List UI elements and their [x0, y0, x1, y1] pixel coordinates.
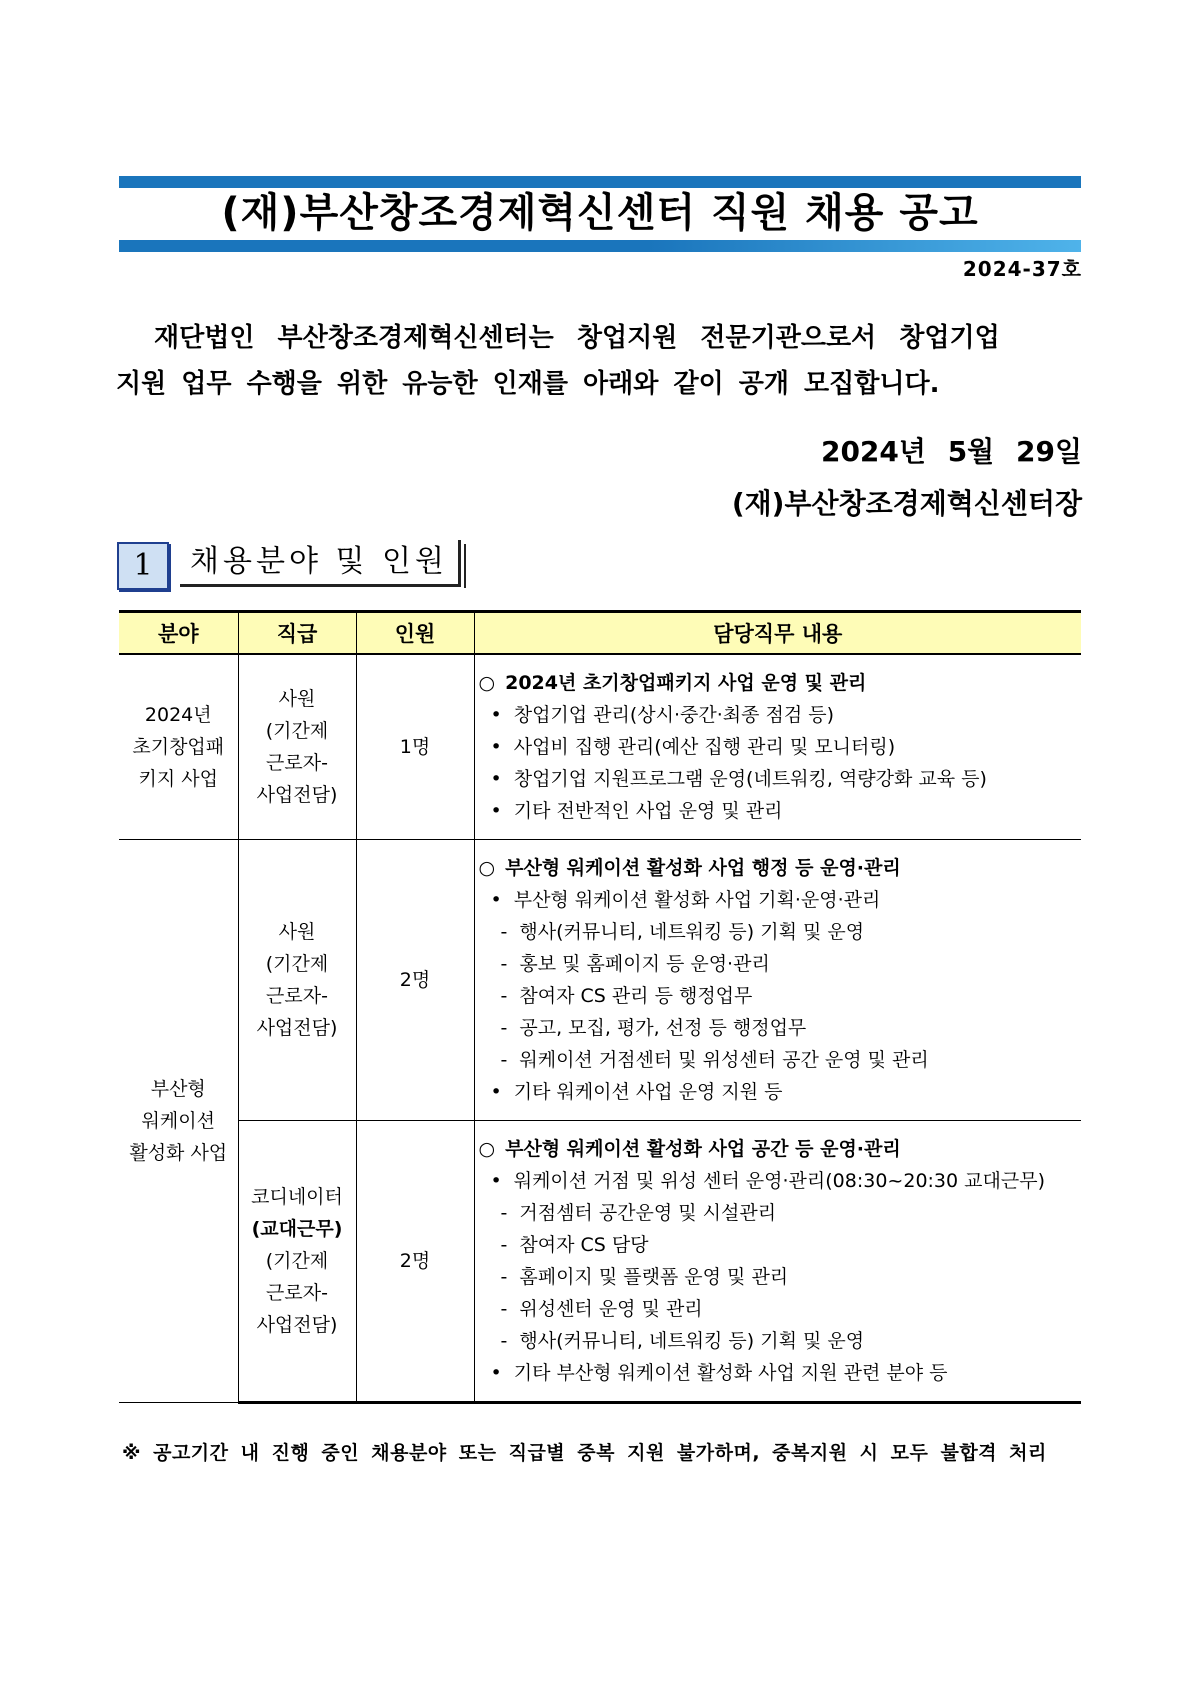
duty-bullet: • 기타 전반적인 사업 운영 및 관리 [479, 795, 1078, 827]
table-row [119, 840, 1081, 1121]
title-banner [119, 176, 1081, 252]
intro-line-2: 지원 업무 수행을 위한 유능한 인재를 아래와 같이 공개 모집합니다. [116, 369, 940, 399]
recruitment-table [119, 610, 1081, 1404]
rank-cell [238, 1121, 356, 1403]
duty-cell [474, 654, 1081, 840]
duty-subitem: - 워케이션 거점센터 및 위성센터 공간 운영 및 관리 [479, 1044, 1078, 1076]
field-line: 2024년 [144, 704, 212, 726]
rank-line: (기간제 [265, 1250, 329, 1272]
footnote: ※ 공고기간 내 진행 중인 채용분야 또는 직급별 중복 지원 불가하며, 중복지원 시 모두 불합격 처리 [122, 1442, 1047, 1464]
duty-subitem: - 홍보 및 홈페이지 등 운영·관리 [479, 948, 1078, 980]
duty-subitem: - 홈페이지 및 플랫폼 운영 및 관리 [479, 1261, 1078, 1293]
duty-bullet: • 기타 부산형 워케이션 활성화 사업 지원 관련 분야 등 [479, 1357, 1078, 1389]
rank-line: 코디네이터 [251, 1186, 343, 1208]
duty-bullet: • 워케이션 거점 및 위성 센터 운영·관리(08:30~20:30 교대근무) [479, 1165, 1078, 1197]
duty-subitem: - 공고, 모집, 평가, 선정 등 행정업무 [479, 1012, 1078, 1044]
rank-line: 사업전담) [256, 1017, 338, 1039]
header-duties: 담당직무 내용 [474, 612, 1081, 655]
rank-line: (기간제 [265, 953, 329, 975]
rank-line: (교대근무) [251, 1218, 343, 1240]
duty-bullet: • 기타 워케이션 사업 운영 지원 등 [479, 1076, 1078, 1108]
rank-line: 사원 [278, 688, 316, 710]
field-cell [119, 654, 238, 840]
duty-subitem: - 행사(커뮤니티, 네트워킹 등) 기획 및 운영 [479, 916, 1078, 948]
table-row [119, 1121, 1081, 1403]
field-line: 활성화 사업 [129, 1142, 228, 1164]
duty-subitem: - 참여자 CS 관리 등 행정업무 [479, 980, 1078, 1012]
field-line: 키지 사업 [138, 768, 218, 790]
page-title: (재)부산창조경제혁신센터 직원 채용 공고 [221, 190, 979, 236]
rank-cell [238, 654, 356, 840]
duty-bullet: • 부산형 워케이션 활성화 사업 기획·운영·관리 [479, 884, 1078, 916]
intro-line-1: 재단법인 부산창조경제혁신센터는 창업지원 전문기관으로서 창업기업 [154, 323, 1000, 353]
rank-line: 사업전담) [256, 784, 338, 806]
rank-line: 근로자- [266, 985, 328, 1007]
table-header-row [119, 612, 1081, 655]
duty-cell [474, 840, 1081, 1121]
field-line: 워케이션 [141, 1110, 215, 1132]
duty-bullet: • 창업기업 지원프로그램 운영(네트워킹, 역량강화 교육 등) [479, 763, 1078, 795]
section-title: 채용분야 및 인원 [180, 540, 461, 587]
field-line: 부산형 [150, 1078, 206, 1100]
title-bottom-bar [119, 240, 1081, 252]
header-rank: 직급 [238, 612, 356, 655]
header-count: 인원 [356, 612, 474, 655]
rank-line: 근로자- [266, 752, 328, 774]
header-field: 분야 [119, 612, 238, 655]
duty-cell [474, 1121, 1081, 1403]
count-cell: 1명 [356, 654, 474, 840]
duty-heading: ○ 부산형 워케이션 활성화 사업 행정 등 운영·관리 [479, 852, 1078, 884]
title-top-bar [119, 176, 1081, 188]
duty-subitem: - 거점셈터 공간운영 및 시설관리 [479, 1197, 1078, 1229]
announcement-date: 2024년 5월 29일 [820, 435, 1082, 468]
field-cell [119, 840, 238, 1403]
duty-heading: ○ 2024년 초기창업패키지 사업 운영 및 관리 [479, 667, 1078, 699]
count-cell: 2명 [356, 1121, 474, 1403]
duty-subitem: - 위성센터 운영 및 관리 [479, 1293, 1078, 1325]
field-line: 초기창업패 [132, 736, 225, 758]
document-number: 2024-37호 [962, 257, 1082, 281]
rank-line: 사업전담) [256, 1314, 338, 1336]
duty-subitem: - 참여자 CS 담당 [479, 1229, 1078, 1261]
count-cell: 2명 [356, 840, 474, 1121]
intro-paragraph [116, 315, 1082, 407]
table-row [119, 654, 1081, 840]
rank-line: 사원 [278, 921, 316, 943]
section-number: 1 [117, 542, 169, 590]
duty-bullet: • 창업기업 관리(상시·중간·최종 점검 등) [479, 699, 1078, 731]
duty-subitem: - 행사(커뮤니티, 네트워킹 등) 기획 및 운영 [479, 1325, 1078, 1357]
issuing-organization: (재)부산창조경제혁신센터장 [731, 487, 1082, 520]
rank-line: 근로자- [266, 1282, 328, 1304]
duty-heading: ○ 부산형 워케이션 활성화 사업 공간 등 운영·관리 [479, 1133, 1078, 1165]
rank-cell [238, 840, 356, 1121]
rank-line: (기간제 [265, 720, 329, 742]
duty-bullet: • 사업비 집행 관리(예산 집행 관리 및 모니터링) [479, 731, 1078, 763]
